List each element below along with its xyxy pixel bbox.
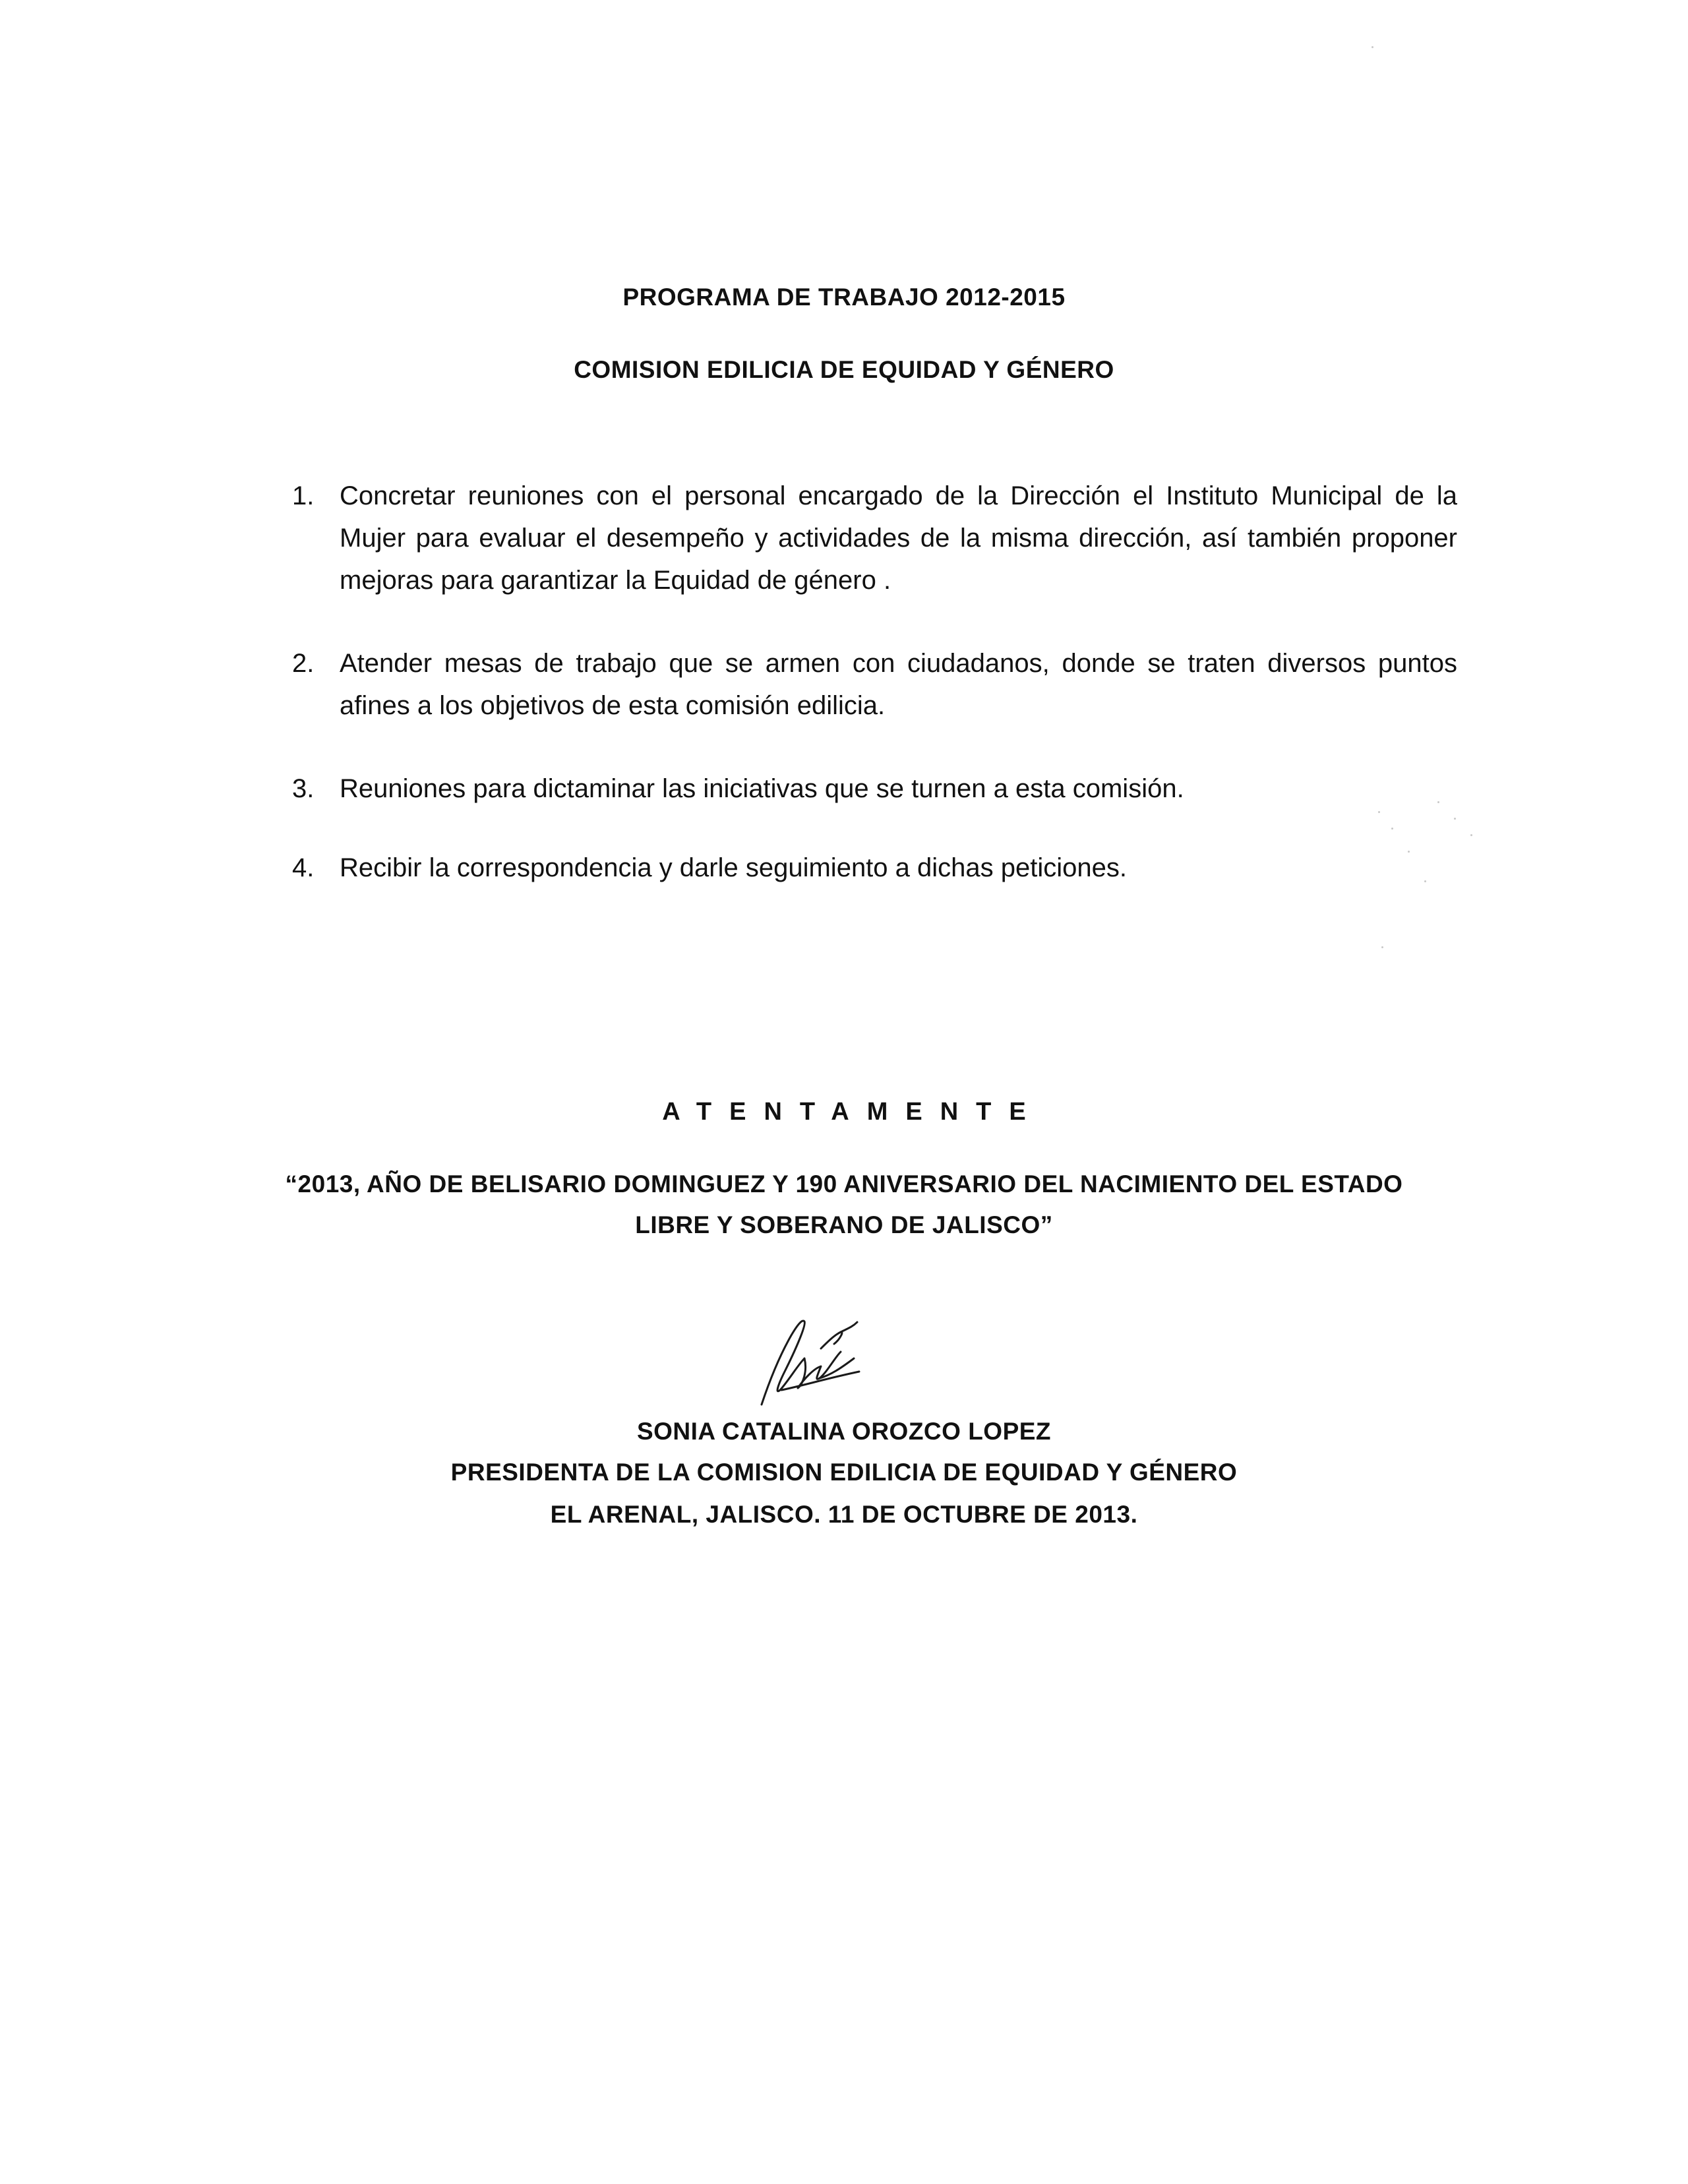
closing-salutation: ATENTAMENTE	[662, 1098, 1044, 1126]
list-item-number: 4.	[292, 853, 315, 882]
signer-role: PRESIDENTA DE LA COMISION EDILICIA DE EQUIDAD Y GÉNERO	[450, 1459, 1238, 1486]
list-item-number: 2.	[292, 649, 315, 678]
list-item-text: Atender mesas de trabajo que se armen con ciudadanos, donde se traten diversos puntos afines a los objetivos de esta comisión edilicia.	[340, 649, 1457, 720]
scan-speck	[1378, 811, 1380, 813]
list-item-number: 3.	[292, 774, 315, 803]
scan-speck	[1391, 828, 1393, 830]
handwritten-signature	[742, 1312, 867, 1411]
official-motto	[0, 1164, 1688, 1246]
scan-speck	[1381, 946, 1383, 948]
document-subtitle: COMISION EDILICIA DE EQUIDAD Y GÉNERO	[574, 356, 1114, 383]
list-item	[280, 475, 1457, 601]
list-item-number: 1.	[292, 481, 315, 510]
scan-speck	[1408, 851, 1410, 853]
motto-line: “2013, AÑO DE BELISARIO DOMINGUEZ Y 190 ANIVERSARIO DEL NACIMIENTO DEL ESTADO	[285, 1170, 1403, 1198]
work-program-list	[280, 475, 1457, 930]
scan-speck	[1437, 801, 1439, 803]
motto-line: LIBRE Y SOBERANO DE JALISCO”	[635, 1211, 1053, 1238]
list-item	[280, 768, 1457, 810]
list-item-text: Concretar reuniones con el personal encargado de la Dirección el Instituto Municipal de la Mujer para evaluar el desempeño y actividades de la misma dirección, así también proponer mejoras para garantizar la Equidad de género .	[340, 481, 1457, 595]
scan-speck	[1454, 818, 1456, 820]
scan-speck	[1424, 880, 1426, 882]
list-item-text: Recibir la correspondencia y darle seguimiento a dichas peticiones.	[340, 853, 1127, 882]
scan-speck	[1372, 46, 1373, 48]
list-item	[280, 642, 1457, 727]
list-item	[280, 847, 1457, 889]
signer-name: SONIA CATALINA OROZCO LOPEZ	[636, 1418, 1052, 1445]
document-title: PROGRAMA DE TRABAJO 2012-2015	[622, 284, 1066, 311]
list-item-text: Reuniones para dictaminar las iniciativas que se turnen a esta comisión.	[340, 774, 1184, 803]
scan-speck	[1470, 834, 1472, 836]
place-and-date: EL ARENAL, JALISCO. 11 DE OCTUBRE DE 2013.	[550, 1501, 1138, 1528]
